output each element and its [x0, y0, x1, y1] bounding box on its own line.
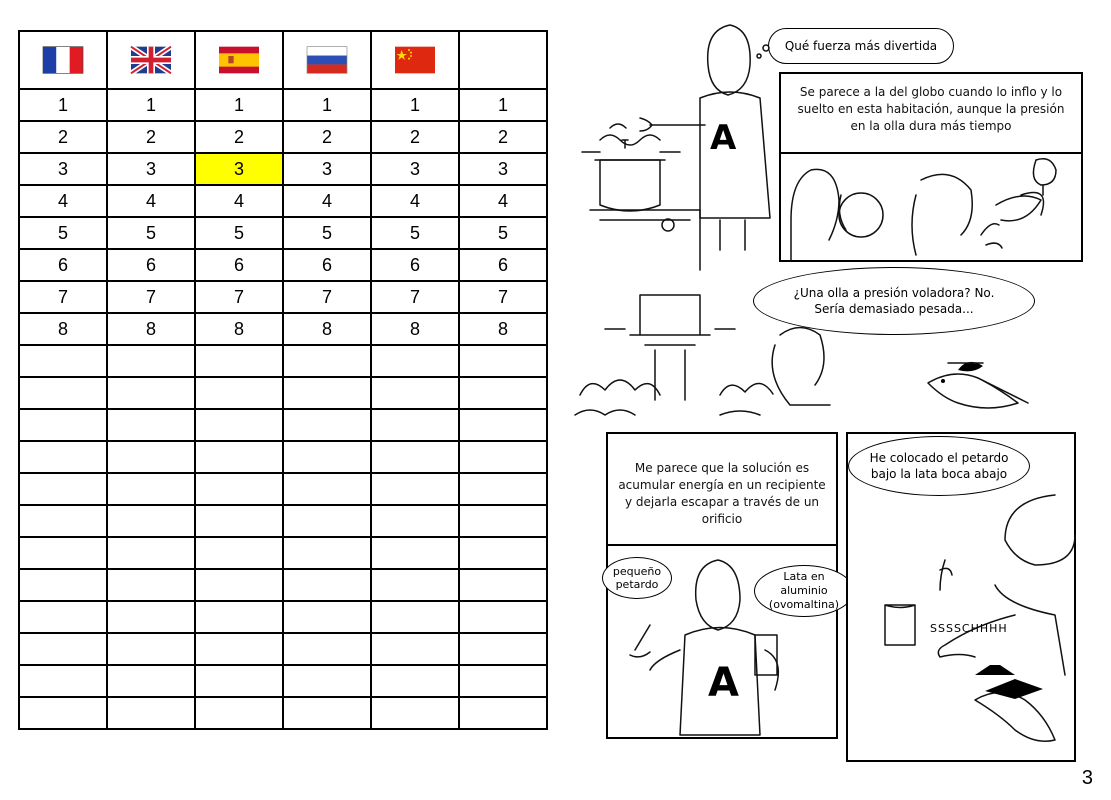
table-cell [195, 89, 283, 121]
empty-table-cell [195, 441, 283, 473]
empty-table-cell [371, 505, 459, 537]
empty-table-row [19, 665, 547, 697]
empty-table-cell [19, 473, 107, 505]
empty-table-cell [19, 601, 107, 633]
flag-spain-icon [219, 46, 259, 74]
empty-table-cell [195, 537, 283, 569]
empty-table-cell [19, 409, 107, 441]
table-cell [19, 249, 107, 281]
cell-number: 5 [57, 222, 68, 243]
table-cell [283, 217, 371, 249]
empty-table-cell [283, 633, 371, 665]
empty-table-cell [283, 345, 371, 377]
empty-table-cell [371, 665, 459, 697]
empty-table-cell [371, 441, 459, 473]
empty-table-cell [107, 473, 195, 505]
empty-table-cell [107, 409, 195, 441]
cell-number: 2 [321, 126, 332, 147]
empty-table-cell [459, 601, 547, 633]
flag-uk-icon [131, 46, 171, 74]
flag-cell-uk [107, 31, 195, 89]
empty-table-cell [107, 665, 195, 697]
empty-table-cell [459, 505, 547, 537]
empty-table-row [19, 697, 547, 729]
flag-cell-china [371, 31, 459, 89]
empty-table-cell [19, 505, 107, 537]
cell-number: 2 [145, 126, 156, 147]
cell-number: 7 [409, 286, 420, 307]
table-cell [371, 185, 459, 217]
cell-number: 7 [233, 286, 244, 307]
empty-table-cell [19, 537, 107, 569]
cell-number: 1 [321, 94, 332, 115]
table-cell [107, 185, 195, 217]
table-cell [19, 153, 107, 185]
table-cell [459, 249, 547, 281]
table-cell [195, 185, 283, 217]
cell-number: 6 [497, 254, 508, 275]
empty-table-cell [371, 345, 459, 377]
flag-cell-empty [459, 31, 547, 89]
shirt-letter-3: A [708, 660, 739, 706]
empty-table-cell [107, 377, 195, 409]
cell-number: 7 [57, 286, 68, 307]
table-cell [283, 185, 371, 217]
table-cell [195, 249, 283, 281]
empty-table-cell [195, 697, 283, 729]
thought-text-1: Qué fuerza más divertida [784, 39, 938, 53]
table-cell [107, 281, 195, 313]
cell-number: 4 [497, 190, 508, 211]
cell-number: 5 [497, 222, 508, 243]
empty-table-cell [459, 441, 547, 473]
empty-table-cell [283, 441, 371, 473]
table-cell [459, 89, 547, 121]
table-cell [107, 217, 195, 249]
empty-table-cell [371, 697, 459, 729]
cell-number: 3 [497, 158, 508, 179]
bird-drawing [918, 348, 1048, 428]
speech-text-4: He colocado el petardo bajo la lata boca abajo [869, 451, 1009, 481]
cell-number: 6 [57, 254, 68, 275]
table-row [19, 153, 547, 185]
cell-number: 8 [57, 318, 68, 339]
empty-table-cell [107, 633, 195, 665]
table-row [19, 217, 547, 249]
empty-table-cell [107, 697, 195, 729]
cell-number: 1 [145, 94, 156, 115]
empty-table-cell [107, 601, 195, 633]
cell-number: 2 [497, 126, 508, 147]
empty-table-cell [283, 569, 371, 601]
flag-russia-icon [307, 46, 347, 74]
empty-table-cell [195, 377, 283, 409]
table-cell [371, 217, 459, 249]
table-cell [19, 281, 107, 313]
cell-number: 6 [145, 254, 156, 275]
cell-number: 8 [233, 318, 244, 339]
table-cell [283, 89, 371, 121]
empty-table-cell [19, 569, 107, 601]
cell-number: 6 [233, 254, 244, 275]
flag-china-icon [395, 46, 435, 74]
table-cell [107, 249, 195, 281]
flag-cell-france [19, 31, 107, 89]
table-row [19, 89, 547, 121]
empty-table-cell [283, 601, 371, 633]
cell-number: 1 [497, 94, 508, 115]
cell-number: 3 [321, 158, 332, 179]
table-cell [19, 121, 107, 153]
empty-table-cell [195, 665, 283, 697]
empty-table-cell [459, 473, 547, 505]
cell-number: 7 [145, 286, 156, 307]
empty-table-cell [459, 409, 547, 441]
empty-table-cell [107, 345, 195, 377]
table-row [19, 185, 547, 217]
table-cell [371, 121, 459, 153]
speech-text-2: ¿Una olla a presión voladora? No. Sería demasiado pesada... [793, 286, 995, 316]
cell-number: 8 [321, 318, 332, 339]
flag-cell-spain [195, 31, 283, 89]
table-cell [107, 313, 195, 345]
thought-bubble-1 [768, 28, 954, 64]
table-cell [371, 313, 459, 345]
empty-table-cell [195, 633, 283, 665]
comic-page [570, 0, 1111, 800]
table-cell [371, 281, 459, 313]
cell-number: 8 [497, 318, 508, 339]
cell-number: 1 [57, 94, 68, 115]
empty-table-cell [459, 665, 547, 697]
empty-table-row [19, 633, 547, 665]
table-cell [459, 121, 547, 153]
empty-table-cell [283, 377, 371, 409]
label-petardo: pequeño petardo [612, 565, 662, 591]
empty-table-cell [371, 409, 459, 441]
empty-table-row [19, 377, 547, 409]
empty-table-cell [283, 409, 371, 441]
empty-table-row [19, 409, 547, 441]
flag-header-row [19, 31, 547, 89]
empty-table-cell [19, 345, 107, 377]
empty-table-cell [195, 473, 283, 505]
empty-table-cell [459, 633, 547, 665]
empty-table-cell [371, 633, 459, 665]
table-cell [195, 313, 283, 345]
table-cell [459, 281, 547, 313]
cell-number: 6 [409, 254, 420, 275]
caption-1: Se parece a la del globo cuando lo inflo y lo suelto en esta habitación, aunque la presión en la olla dura más tiempo [797, 85, 1065, 133]
thought-dots [756, 42, 776, 62]
empty-table-cell [107, 505, 195, 537]
cell-number: 5 [409, 222, 420, 243]
cell-number: 3 [409, 158, 420, 179]
label-lata: Lata en aluminio (ovomaltina) [768, 570, 840, 611]
empty-table-row [19, 569, 547, 601]
empty-table-cell [459, 537, 547, 569]
empty-table-cell [195, 505, 283, 537]
table-cell [459, 153, 547, 185]
table-cell [371, 153, 459, 185]
cell-number: 5 [145, 222, 156, 243]
empty-table-cell [283, 505, 371, 537]
table-cell [107, 121, 195, 153]
empty-table-cell [371, 377, 459, 409]
empty-table-cell [107, 537, 195, 569]
table-row [19, 281, 547, 313]
empty-table-cell [19, 633, 107, 665]
cell-number: 2 [57, 126, 68, 147]
flag-cell-russia [283, 31, 371, 89]
empty-table-cell [459, 569, 547, 601]
empty-table-cell [283, 537, 371, 569]
empty-table-cell [459, 697, 547, 729]
table-cell [459, 185, 547, 217]
balloon-scene-drawing [781, 150, 1081, 260]
cell-number: 4 [321, 190, 332, 211]
cell-number: 8 [409, 318, 420, 339]
empty-table-row [19, 505, 547, 537]
empty-table-cell [283, 697, 371, 729]
cell-number: 3 [145, 158, 156, 179]
table-cell [459, 217, 547, 249]
table-cell [283, 313, 371, 345]
table-row [19, 121, 547, 153]
empty-table-row [19, 537, 547, 569]
table-row [19, 249, 547, 281]
flag-france-icon [43, 46, 83, 74]
firecracker-scene-drawing [855, 495, 1075, 745]
table-cell [107, 89, 195, 121]
empty-table-row [19, 601, 547, 633]
cell-number: 2 [409, 126, 420, 147]
empty-table-cell [107, 569, 195, 601]
stove-drawing [580, 20, 780, 270]
table-cell [371, 89, 459, 121]
shirt-letter-1: A [710, 118, 737, 158]
cell-number: 1 [233, 94, 244, 115]
empty-table-cell [19, 697, 107, 729]
speech-bubble-2 [753, 267, 1035, 335]
empty-table-cell [283, 473, 371, 505]
table-cell [195, 121, 283, 153]
cell-number: 2 [233, 126, 244, 147]
empty-table-cell [371, 473, 459, 505]
table-cell [19, 185, 107, 217]
empty-table-cell [371, 537, 459, 569]
table-cell [283, 281, 371, 313]
cell-number: 8 [145, 318, 156, 339]
empty-table-cell [459, 377, 547, 409]
cell-number: 3 [57, 158, 68, 179]
empty-table-cell [107, 441, 195, 473]
table-cell [371, 249, 459, 281]
cell-number: 6 [321, 254, 332, 275]
table-row [19, 313, 547, 345]
empty-table-cell [371, 601, 459, 633]
cell-number: 4 [145, 190, 156, 211]
table-cell [19, 217, 107, 249]
empty-table-row [19, 441, 547, 473]
table-cell [459, 313, 547, 345]
cell-number: 7 [497, 286, 508, 307]
empty-table-cell [19, 441, 107, 473]
empty-table-cell [195, 569, 283, 601]
table-cell [195, 281, 283, 313]
page-number: 3 [1081, 767, 1093, 789]
cell-number: 1 [409, 94, 420, 115]
empty-table-cell [283, 665, 371, 697]
cell-number: 4 [233, 190, 244, 211]
table-cell [19, 89, 107, 121]
table-cell [19, 313, 107, 345]
empty-table-cell [19, 665, 107, 697]
cell-number: 4 [57, 190, 68, 211]
table-cell [283, 121, 371, 153]
caption-3: Me parece que la solución es acumular energía en un recipiente y dejarla escapar a través de un orificio [618, 461, 826, 526]
sound-effect: SSSSCHHHH [930, 622, 1008, 635]
cell-number: 4 [409, 190, 420, 211]
speech-bubble-4 [848, 436, 1030, 496]
cell-number: 5 [233, 222, 244, 243]
empty-table-cell [19, 377, 107, 409]
table-cell [195, 217, 283, 249]
empty-table-cell [195, 409, 283, 441]
table-cell [107, 153, 195, 185]
language-table [18, 30, 548, 730]
empty-table-cell [371, 569, 459, 601]
empty-table-cell [195, 345, 283, 377]
table-cell [195, 153, 283, 185]
cell-number: 5 [321, 222, 332, 243]
cell-number: 7 [321, 286, 332, 307]
table-cell [283, 153, 371, 185]
empty-table-cell [459, 345, 547, 377]
empty-table-row [19, 473, 547, 505]
empty-table-cell [195, 601, 283, 633]
table-cell [283, 249, 371, 281]
empty-table-row [19, 345, 547, 377]
cell-number: 3 [233, 158, 244, 179]
